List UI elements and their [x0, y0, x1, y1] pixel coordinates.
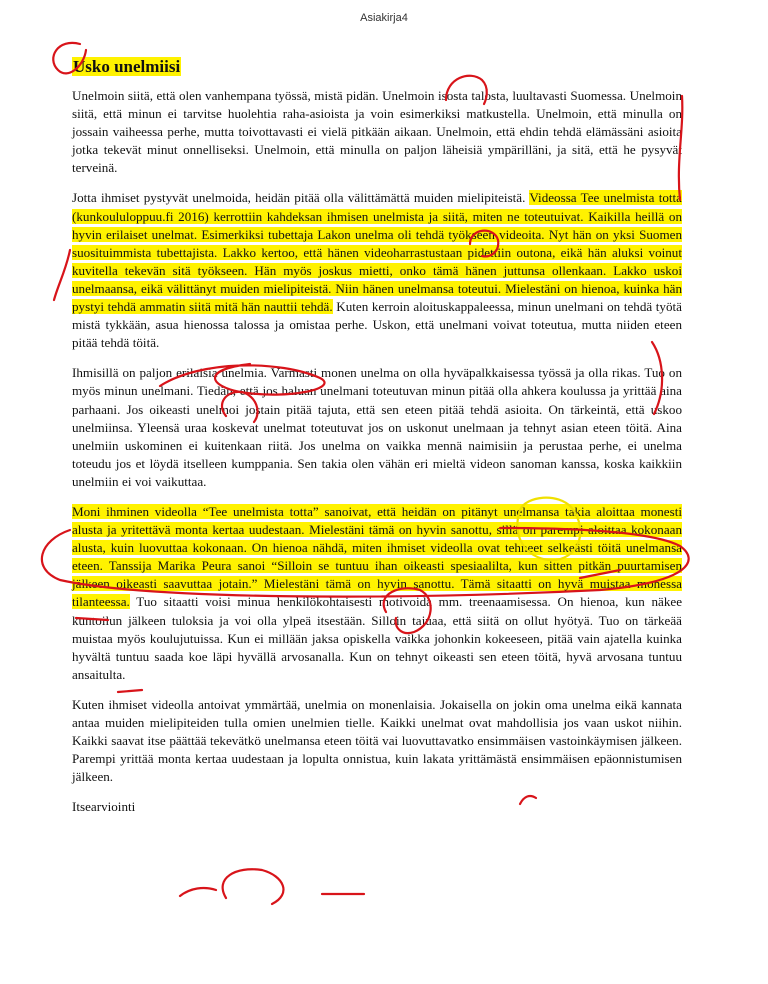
p2-rest: Kuten kerroin aloituskappaleessa, minun unelmani on tehdä työtä mistä tykkään, asua hienossa talossa ja omistaa perhe. Uskon, että unelmani voivat toteutua, mutta niiden eteen pitää tehdä töitä. [72, 299, 682, 351]
pen-circle-uskot [223, 869, 284, 904]
title-highlight: Usko unelmiisi [73, 57, 181, 76]
paragraph-3: Ihmisillä on paljon erilaisia unelmia. Varmasti monen unelma on olla hyväpalkkaisessa työssä ja olla rikas. Tuo on myös minun unelmani. Tiedän, että jos haluan unelmani toteutuvan minun pitää olla ahkera koulussa ja yrittää aina parhaani. Jos oikeasti unelmoi jostain pitää tajuta, että sen eteen pitää tehdä asioita. On tärkeintä, että uskoo unelmiinsa. Yleensä uraa koskevat unelmat toteutuvat jos on uskonut unelmaan ja tehnyt asian eteen töitä. Aina unelmiin uskominen ei kuitenkaan riitä. Jos unelma on vaikka mennä naimisiin ja perustaa perhe, ei unelma toteudu jos et löydä itselleen kumppania. Sen takia olen vähän eri mieltä videon sanoman kanssa, koska kaikkiin unelmiin ei voi vaikuttaa. [72, 365, 682, 489]
document-title [72, 56, 682, 78]
pen-underline-mahdollisia [180, 888, 216, 896]
p2-highlight: Videossa Tee unelmista totta (kunkoululoppuu.fi 2016) kerrottiin kahdeksan ihmisen unelmista ja siitä, miten ne toteutuivat. Kaikilla heillä on hyvin erilaiset unelmat. Esimerkiksi tubettaja Lakon unelma oli tehdä työkseen videoita. Nyt hän on yksi Suomen suosituimmista tubettajista. Lakko kertoo, että hänen videoharrastustaan pidettiin outona, eikä hän aluksi voinut kuvitella tekevän sitä työkseen. Hän myös joskus mietti, onko tämä hänen juttunsa ollenkaan. Lakko uskoi unelmaansa, eikä välittänyt muiden mielipiteistä. Niin hänen unelmansa toteutui. Mielestäni on hienoa, kuinka hän pystyi tehdä ammatin siitä mitä hän nauttii tehdä. [72, 190, 682, 315]
paragraph-1: Unelmoin siitä, että olen vanhempana työssä, mistä pidän. Unelmoin isosta talosta, luultavasti Suomessa. Unelmoin siitä, että minun ei tarvitse huolehtia raha-asioista ja voin esimerkiksi matkustella. Unelmoin, että minulla on jossain vaiheessa perhe, mutta toivottavasti ei vielä pitkään aikaan. Unelmoin, että ehdin tehdä elämässäni asioita jotka tekevät minut onnelliseksi. Unelmoin, että minulla on paljon läheisiä ympärilläni, ja sitä, että he pysyvät terveinä. [72, 88, 682, 176]
paragraph-5: Kuten ihmiset videolla antoivat ymmärtää, unelmia on monenlaisia. Jokaisella on jokin oma unelma eikä kannata antaa muiden mielipiteiden tulla omien unelmien tielle. Kaikki unelmat ovat mahdollisia jos vaan uskot niihin. Kaikki saavat itse päättää tekevätkö unelmansa eteen töitä vai luovuttavatko ensimmäisen vastoinkäymisen jälkeen. Parempi yrittää monta kertaa uudestaan ja lopulta onnistua, kuin lakata yrittämästä ensimmäisen epäonnistumisen jälkeen. [72, 696, 682, 785]
paragraph-4 [72, 503, 682, 684]
self-assessment-heading: Itsearviointi [72, 799, 136, 815]
document-body [72, 56, 682, 816]
p2-plain: Jotta ihmiset pystyvät unelmoida, heidän pitää olla välittämättä muiden mielipiteistä. [72, 190, 526, 206]
pen-margin-line-2 [54, 250, 70, 300]
window-title: Asiakirja4 [360, 12, 408, 24]
p4-highlight: Moni ihminen videolla “Tee unelmista totta” sanoivat, että heidän on pitänyt unelmansa takia aloittaa monesti alusta ja yritettävä monta kertaa uudestaan. Mielestäni tämä on hyvin sanottu, sillä on parempi aloittaa kokonaan alusta, kuin luovuttaa kokonaan. On hienoa nähdä, miten ihmiset videolla ovat tehneet selkeästi töitä unelmansa eteen. Tanssija Marika Peura sanoi “Silloin se tuntuu ihan oikeasti spesiaalilta, kun sitten pitkän puurtamisen jälkeen oikeasti saavuttaa jotain.” Mielestäni tämä on hyvin sanottu. Tämä sitaatti on hyvä muistaa monessa tilanteessa. [72, 503, 682, 610]
paragraph-2 [72, 189, 682, 352]
p4-rest: Tuo sitaatti voisi minua henkilökohtaisesti motivoida mm. treenaamisessa. On hienoa, kun näkee kuntoilun jälkeen tuloksia ja voi olla ylpeä itsestään. Silloin tajuaa, että siitä on ollut hyötyä. Tuo on tärkeää muistaa myös koulujutuissa. Kun ei millään jaksa opiskella vaikka johonkin kokeeseen, pitää vain ajatella kuinka hyvältä tuntuu saada koe läpi hyvällä arvosanalla. Kun on tehnyt oikeasti sen eteen töitä, hyvä arvosana tuntuu ansaitulta. [72, 594, 682, 682]
